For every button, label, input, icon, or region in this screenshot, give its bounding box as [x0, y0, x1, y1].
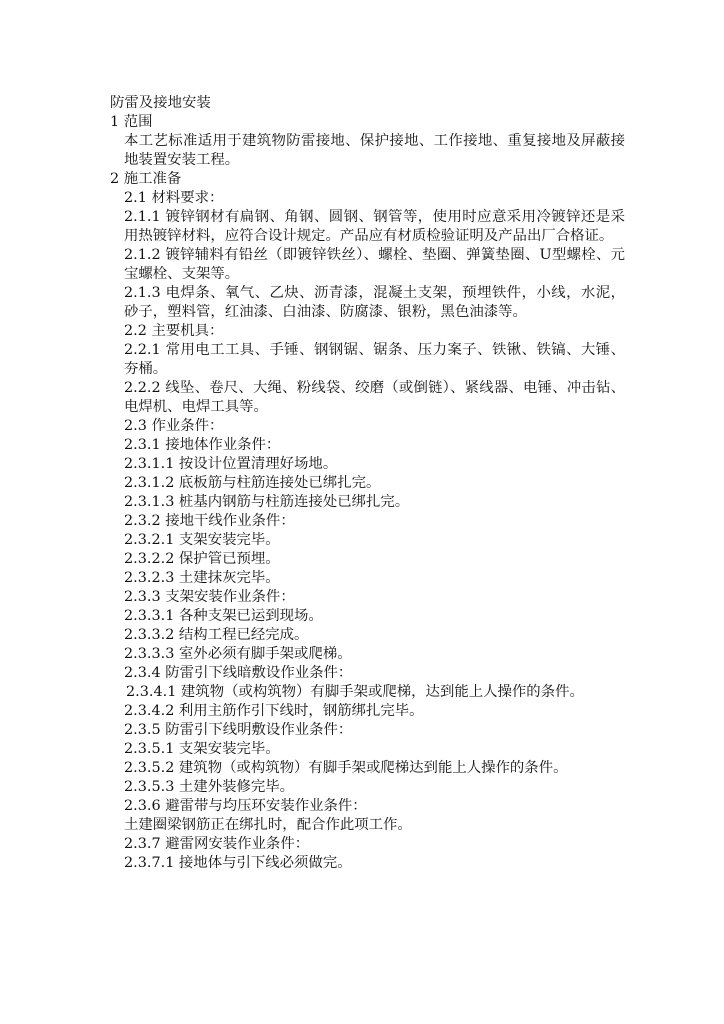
- item: 2.3.5.3 土建外装修完毕。: [124, 779, 295, 795]
- item: 2.3.3.1 各种支架已运到现场。: [124, 608, 323, 624]
- paragraph: 本工艺标准适用于建筑物防雷接地、保护接地、工作接地、重复接地及屏蔽接地装置安装工程。: [124, 133, 625, 168]
- item: 2.3.1.3 桩基内钢筋与柱筋连接处已绑扎完。: [124, 494, 410, 510]
- paragraph: 2.3.4.1 建筑物（或构筑物）有脚手架或爬梯，达到能上人操作的条件。: [126, 684, 584, 700]
- item: 2.3.7.1 接地体与引下线必须做完。: [124, 855, 352, 871]
- item: 2.3.1 接地体作业条件：: [124, 437, 281, 453]
- paragraph: 2.2.2 线坠、卷尺、大绳、粉线袋、绞磨（或倒链）、紧线器、电锤、冲击钻、电焊机、电焊工具等。: [124, 380, 625, 415]
- item: 2.3.4 防雷引下线暗敷设作业条件：: [124, 665, 353, 681]
- subsection-heading: 2.2 主要机具：: [124, 323, 224, 339]
- item: 2.3.2.3 土建抹灰完毕。: [124, 570, 280, 586]
- item: 2.3.2.2 保护管已预埋。: [124, 551, 280, 567]
- paragraph: 2.1.2 镀锌辅料有铅丝（即镀锌铁丝）、螺栓、垫圈、弹簧垫圈、U型螺栓、元宝螺栓、支架等。: [124, 247, 625, 282]
- item: 2.3.1.1 按设计位置清理好场地。: [124, 456, 338, 472]
- item: 土建圈梁钢筋正在绑扎时，配合作此项工作。: [124, 817, 412, 833]
- paragraph: 2.1.3 电焊条、氧气、乙炔、沥青漆，混凝土支架，预埋铁件，小线，水泥，砂子，塑料管，红油漆、白油漆、防腐漆、银粉，黑色油漆等。: [124, 285, 625, 320]
- section-heading: 1 范围: [110, 114, 153, 130]
- paragraph: 2.3.5.2 建筑物（或构筑物）有脚手架或爬梯达到能上人操作的条件。: [124, 760, 568, 776]
- item: 2.3.6 避雷带与均压环安装作业条件：: [124, 798, 367, 814]
- paragraph: 2.1.1 镀锌钢材有扁钢、角钢、圆钢、钢管等，使用时应意采用冷镀锌还是采用热镀锌材料，应符合设计规定。产品应有材质检验证明及产品出厂合格证。: [124, 209, 625, 244]
- item: 2.3.1.2 底板筋与柱筋连接处已绑扎完。: [124, 475, 381, 491]
- section-heading: 2 施工准备: [110, 171, 182, 187]
- subsection-heading: 2.1 材料要求：: [124, 190, 224, 206]
- item: 2.3.2 接地干线作业条件：: [124, 513, 295, 529]
- item: 2.3.3 支架安装作业条件：: [124, 589, 295, 605]
- doc-title: 防雷及接地安装: [110, 95, 211, 111]
- item: 2.3.3.3 室外必须有脚手架或爬梯。: [124, 646, 352, 662]
- subsection-heading: 2.3 作业条件：: [124, 418, 224, 434]
- item: 2.3.2.1 支架安装完毕。: [124, 532, 280, 548]
- item: 2.3.5.1 支架安装完毕。: [124, 741, 280, 757]
- paragraph: 2.2.1 常用电工工具、手锤、钢钢锯、锯条、压力案子、铁锹、铁镐、大锤、夯桶。: [124, 342, 625, 377]
- item: 2.3.5 防雷引下线明敷设作业条件：: [124, 722, 353, 738]
- item: 2.3.3.2 结构工程已经完成。: [124, 627, 309, 643]
- item: 2.3.7 避雷网安装作业条件：: [124, 836, 310, 852]
- item: 2.3.4.2 利用主筋作引下线时，钢筋绑扎完毕。: [124, 703, 424, 719]
- document-body: [110, 94, 625, 873]
